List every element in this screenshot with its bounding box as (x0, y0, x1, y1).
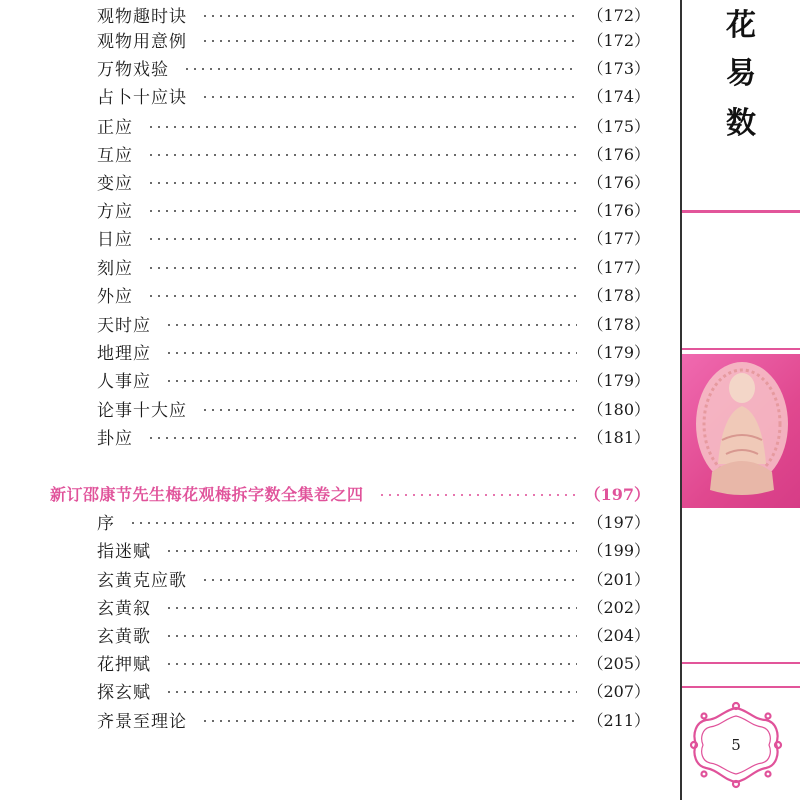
toc-entry-title: 序 (97, 513, 115, 534)
dot-leader (147, 126, 577, 128)
toc-section-title: 新订邵康节先生梅花观梅拆字数全集卷之四 (50, 484, 364, 504)
toc-entry-page: （172） (587, 5, 650, 25)
dot-leader (201, 579, 577, 581)
toc-entry-title: 天时应 (97, 315, 151, 336)
toc-entry-title: 地理应 (97, 343, 151, 364)
toc-entry-page: （176） (587, 144, 650, 164)
toc-entry[interactable] (97, 280, 650, 308)
statue-panel (682, 354, 800, 508)
toc-entry[interactable] (97, 0, 650, 28)
toc-entry[interactable] (97, 167, 650, 195)
dot-leader (147, 295, 577, 297)
toc-entry-page: （180） (587, 399, 650, 419)
toc-entry-title: 占卜十应诀 (97, 87, 187, 108)
toc-entry-title: 万物戏验 (97, 59, 169, 80)
toc-entry-title: 日应 (97, 229, 133, 250)
dot-leader (201, 40, 577, 42)
toc-entry-page: （173） (587, 58, 650, 78)
dot-leader (165, 550, 577, 552)
toc-entry[interactable] (97, 223, 650, 251)
toc-entry-page: （201） (587, 569, 650, 589)
dot-leader (147, 154, 577, 156)
dot-leader (165, 663, 577, 665)
toc-entry-page: （176） (587, 172, 650, 192)
toc-entry[interactable] (97, 592, 650, 620)
dot-leader (165, 691, 577, 693)
toc-entry[interactable] (97, 507, 650, 535)
dot-leader (129, 522, 577, 524)
toc-entry[interactable] (97, 111, 650, 139)
dot-leader (183, 68, 577, 70)
toc-entry[interactable] (97, 81, 650, 109)
dot-leader (165, 607, 577, 609)
toc-entry-title: 指迷赋 (97, 541, 151, 562)
toc-entry-title: 探玄赋 (97, 682, 151, 703)
toc-entry-title: 观物用意例 (97, 31, 187, 52)
toc-entry-page: （211） (587, 710, 650, 730)
dot-leader (165, 352, 577, 354)
toc-entry-page: （175） (587, 116, 650, 136)
toc-entry-page: （179） (587, 370, 650, 390)
dot-leader (201, 15, 577, 17)
toc-entry-title: 正应 (97, 117, 133, 138)
toc-entry-title: 玄黄叙 (97, 598, 151, 619)
dot-leader (201, 96, 577, 98)
toc-entry[interactable] (97, 394, 650, 422)
book-title-char: 花 (726, 8, 756, 43)
toc-entry[interactable] (97, 422, 650, 450)
dot-leader (165, 635, 577, 637)
toc-section-heading[interactable] (50, 479, 650, 507)
book-title-char: 数 (726, 106, 756, 141)
toc-entry[interactable] (97, 620, 650, 648)
toc-entry-page: （197） (587, 512, 650, 532)
toc-entry[interactable] (97, 252, 650, 280)
toc-entry-title: 玄黄歌 (97, 626, 151, 647)
toc-entry-title: 齐景至理论 (97, 711, 187, 732)
toc-entry-title: 方应 (97, 201, 133, 222)
toc-entry-page: （174） (587, 86, 650, 106)
toc-entry[interactable] (97, 195, 650, 223)
pink-divider (682, 210, 800, 213)
dot-leader (201, 720, 577, 722)
dot-leader (147, 238, 577, 240)
pink-divider (682, 686, 800, 688)
toc-entry-page: （179） (587, 342, 650, 362)
toc-entry-title: 人事应 (97, 371, 151, 392)
toc-entry-title: 卦应 (97, 428, 133, 449)
toc-entry-title: 观物趣时诀 (97, 6, 187, 27)
pink-divider (682, 662, 800, 664)
toc-entry-page: （181） (587, 427, 650, 447)
toc-entry[interactable] (97, 535, 650, 563)
toc-entry[interactable] (97, 53, 650, 81)
toc-entry[interactable] (97, 139, 650, 167)
page-number-badge (686, 700, 786, 790)
toc-entry-title: 变应 (97, 173, 133, 194)
toc-entry[interactable] (97, 337, 650, 365)
toc-entry-page: （178） (587, 314, 650, 334)
toc-entry-title: 玄黄克应歌 (97, 570, 187, 591)
book-title-char: 易 (726, 56, 756, 91)
toc-entry-title: 刻应 (97, 258, 133, 279)
toc-entry[interactable] (97, 365, 650, 393)
toc-entry-title: 外应 (97, 286, 133, 307)
dot-leader (378, 494, 575, 496)
dot-leader (147, 267, 577, 269)
toc-entry-page: （202） (587, 597, 650, 617)
dot-leader (165, 324, 577, 326)
page-number: 5 (731, 736, 741, 754)
toc-entry-page: （172） (587, 30, 650, 50)
toc-entry[interactable] (97, 25, 650, 53)
toc-entry-title: 论事十大应 (97, 400, 187, 421)
toc-entry-page: （178） (587, 285, 650, 305)
dot-leader (147, 437, 577, 439)
toc-entry[interactable] (97, 705, 650, 733)
toc-entry[interactable] (97, 648, 650, 676)
toc-entry[interactable] (97, 564, 650, 592)
book-sidebar (680, 0, 800, 800)
toc-entry[interactable] (97, 309, 650, 337)
toc-entry-title: 花押赋 (97, 654, 151, 675)
dot-leader (147, 210, 577, 212)
buddha-statue-image (682, 354, 800, 508)
toc-entry-title: 互应 (97, 145, 133, 166)
toc-section-page: （197） (584, 484, 650, 504)
toc-entry-page: （204） (587, 625, 650, 645)
dot-leader (201, 409, 577, 411)
toc-entry-page: （176） (587, 200, 650, 220)
pink-divider (682, 348, 800, 350)
toc-entry-page: （177） (587, 257, 650, 277)
dot-leader (165, 380, 577, 382)
toc-entry-page: （205） (587, 653, 650, 673)
dot-leader (147, 182, 577, 184)
toc-entry-page: （177） (587, 228, 650, 248)
toc-entry-page: （207） (587, 681, 650, 701)
toc-entry[interactable] (97, 676, 650, 704)
toc-entry-page: （199） (587, 540, 650, 560)
